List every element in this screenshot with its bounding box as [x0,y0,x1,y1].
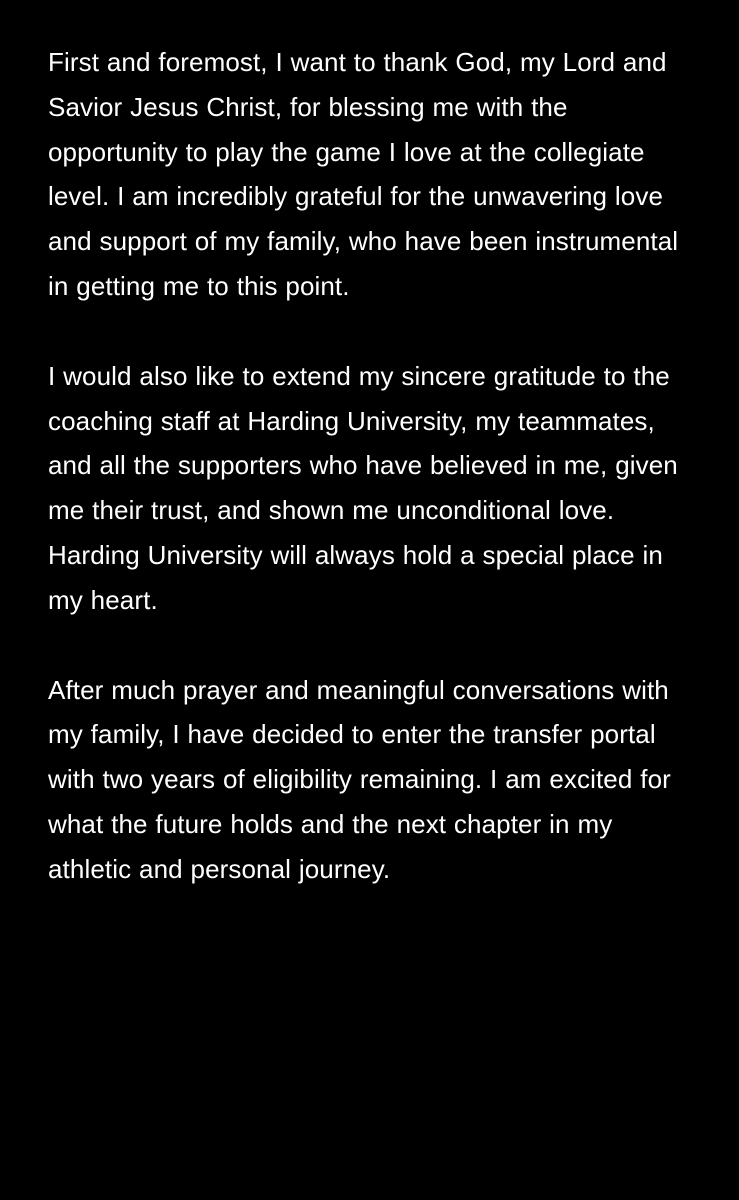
note-body[interactable] [48,40,699,892]
paragraph-transfer-announcement: After much prayer and meaningful conversations with my family, I have decided to enter the transfer portal with two years of eligibility remaining. I am excited for what the future holds and the next chapter in my athletic and personal journey. [48,674,671,884]
paragraph-gratitude-university: I would also like to extend my sincere gratitude to the coaching staff at Harding University, my teammates, and all the supporters who have believed in me, given me their trust, and shown me unconditional love. Harding University will always hold a special place in my heart. [48,360,678,615]
paragraph-gratitude-family: First and foremost, I want to thank God, my Lord and Savior Jesus Christ, for blessing me with the opportunity to play the game I love at the collegiate level. I am incredibly grateful for the unwavering love and support of my family, who have been instrumental in getting me to this point. [48,47,679,301]
